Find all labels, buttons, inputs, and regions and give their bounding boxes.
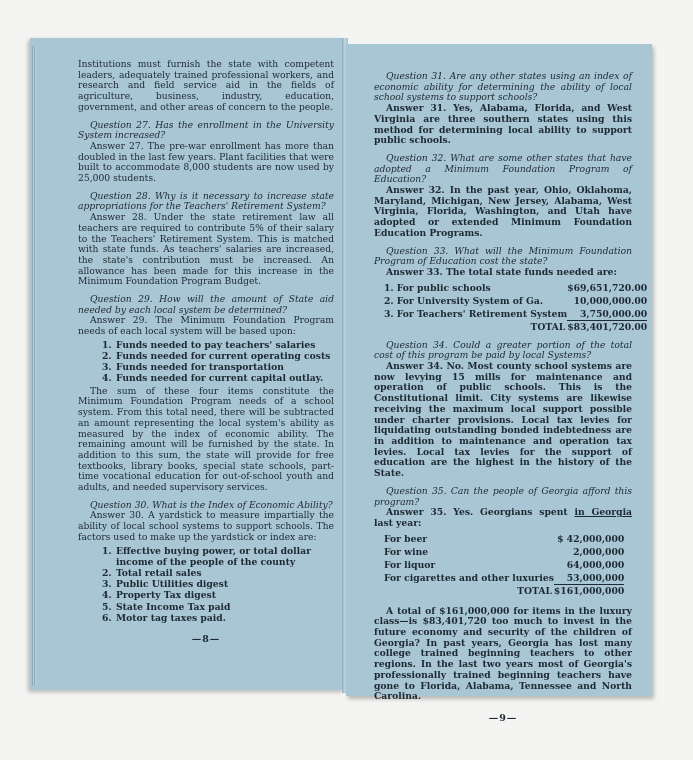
list-item: 1. Funds needed to pay teachers' salaries (102, 339, 316, 351)
answer-text: No. Most county school systems are now levying 15 mills for maintenance and operation of public schools. This is the Constitutional limit. City systems are likewise receiving the maximum local support possible under charter provisions. Local tax levies for liquidating outstanding bonded indebtedness are in addition to maintenance and operation tax levies. Local tax levies for the support of education are the highest in the history of the State. (374, 361, 633, 480)
table-row: For liquor 64,000,000 (384, 560, 625, 572)
answer-text: The total state funds needed are: (445, 266, 617, 278)
question-text: Why is it necessary to increase state appropriations for the Teachers' Retirement System? (78, 190, 334, 213)
question-label: Question 32. (386, 152, 447, 164)
table-row: 1. For public schools $69,651,720.00 (384, 283, 648, 295)
table-total-row: TOTAL $83,401,720.00 (530, 322, 648, 334)
answer-29 (78, 316, 334, 337)
question-text: Could a greater portion of the total cost of this program be paid by local Systems? (374, 339, 633, 362)
list-item: 3. Funds needed for transportation (102, 362, 284, 374)
answer-text: The Minimum Foundation Program needs of each local system will be based upon: (78, 315, 335, 338)
answer-30-list (78, 546, 334, 624)
question-text: Can the people of Georgia afford this program? (374, 485, 633, 508)
list-item: 4. Funds needed for current capital outlay. (102, 373, 324, 385)
answer-32 (374, 186, 632, 240)
page-number: —9— (488, 712, 518, 724)
list-item: 5. State Income Tax paid (102, 601, 231, 613)
table-row: 2. For University System of Ga. 10,000,000.00 (384, 296, 648, 308)
answer-label: Answer 34. (386, 361, 443, 373)
question-33 (374, 247, 632, 268)
page-edge (32, 46, 36, 686)
answer-label: Answer 30. (90, 510, 144, 522)
question-text: Has the enrollment in the University System increased? (78, 119, 334, 142)
answer-label: Answer 29. (90, 315, 148, 327)
table-row: For beer $ 42,000,000 (384, 534, 625, 546)
answer-label: Answer 32. (386, 185, 445, 197)
question-29 (78, 295, 334, 316)
intro-paragraph: Institutions must furnish the state with competent leaders, adequately trained professional workers, and research and field service aid in the fields of agriculture, business, industry, education, government, and other areas of concern to the people. (78, 59, 334, 113)
answer-31 (374, 104, 632, 147)
table-row: For wine 2,000,000 (384, 547, 625, 559)
list-item: 6. Motor tag taxes paid. (102, 612, 226, 624)
answer-label: Answer 35. (386, 507, 447, 519)
question-label: Question 29. (90, 294, 153, 306)
question-label: Question 33. (386, 245, 449, 257)
page-number: —8— (191, 633, 221, 645)
answer-33 (374, 268, 632, 279)
answer-label: Answer 31. (386, 103, 447, 115)
answer-label: Answer 33. (386, 266, 443, 278)
question-35 (374, 487, 632, 508)
page-8 (30, 38, 344, 690)
question-28 (78, 192, 334, 213)
question-label: Question 28. (90, 190, 151, 202)
answer-text: Under the state retirement law all teachers are required to contribute 5% of their salary to the Teachers' Retirement System. This is matched with state funds. As teachers' salaries are increased, the state's contribution must be increased. An allowance has been made for this increase in the Minimum Foundation Program Budget. (78, 212, 334, 288)
closing-paragraph: A total of $161,000,000 for items in the luxury class—is $83,401,720 too much to invest in the future economy and security of the children of Georgia? In past years, Georgia has lost many college trained beginning teachers to other regions. In the last two years most of Georgia's professionally trained beginning teachers have gone to Florida, Alabama, Tennessee and North Carolina. (374, 605, 632, 703)
booklet-spread (30, 38, 652, 724)
table-row: For cigarettes and other luxuries 53,000,000 (384, 572, 625, 585)
list-item: 4. Property Tax digest (102, 590, 216, 602)
question-32 (374, 154, 632, 186)
list-item: 1. Effective buying power, or total dollar income of the people of the county (102, 545, 311, 568)
question-text: What are some other states that have adopted a Minimum Foundation Program of Education? (374, 152, 632, 186)
answer-28 (78, 213, 334, 288)
list-item: 2. Total retail sales (102, 567, 202, 579)
question-text: What will the Minimum Foundation Program of Education cost the state? (374, 245, 633, 268)
question-label: Question 35. (386, 485, 447, 497)
answer-text: The pre-war enrollment has more than doubled in the last few years. Plant facilities that were built to accommodate 8,000 students are now used by 25,000 students. (78, 140, 335, 185)
cost-table (384, 282, 647, 334)
question-27 (78, 121, 334, 142)
question-label: Question 34. (386, 339, 448, 351)
answer-label: Answer 28. (90, 212, 147, 224)
list-item: 2. Funds needed for current operating costs (102, 351, 331, 363)
answer-text: A yardstick to measure impartially the ability of local school systems to support schools. The factors used to make up the yardstick or index are: (78, 510, 334, 543)
answer-29-continued: The sum of these four items constitute the Minimum Foundation Program needs of a school system. From this total need, there will be subtracted an amount representing the local system's ability as measured by the index of economic ability. The remaining amount will be furnished by the state. In addition to this sum, the state will provide for free textbooks, library books, special state schools, part-time vocational education for out-of-school youth and adults, and needed supervisory services. (78, 385, 334, 494)
table-total-row: TOTAL $161,000,000 (517, 586, 625, 598)
answer-29-list (78, 340, 334, 385)
question-text: How will the amount of State aid needed by each local system be determined? (78, 294, 334, 316)
answer-30 (78, 511, 334, 543)
answer-text: In the past year, Ohio, Oklahoma, Maryland, Michigan, New Jersey, Alabama, West Virginia, Florida, Washington, and Utah have adopted or extended Minimum Foundation Education Programs. (374, 185, 632, 239)
table-row: 3. For Teachers' Retirement System 3,750,000.00 (384, 308, 648, 321)
question-text: Are any other states using an index of economic ability for determining the ability of local school systems to support schools? (374, 71, 632, 104)
luxury-table (384, 533, 624, 598)
question-label: Question 30. (90, 499, 150, 511)
question-31 (374, 72, 632, 104)
answer-27 (78, 142, 334, 185)
answer-35: Answer 35. Yes. Georgians spent in Georgia last year: (374, 507, 633, 529)
question-text: What is the Index of Economic Ability? (152, 499, 333, 511)
question-34 (374, 341, 632, 362)
question-label: Question 27. (90, 119, 151, 131)
list-item: 3. Public Utilities digest (102, 579, 229, 591)
page-9 (346, 44, 652, 724)
answer-34 (374, 362, 632, 480)
question-label: Question 31. (386, 71, 446, 82)
answer-text: Yes, Alabama, Florida, and West Virginia are three southern states using this method for determining local ability to support public schools. (374, 103, 632, 147)
answer-label: Answer 27. (90, 140, 144, 152)
